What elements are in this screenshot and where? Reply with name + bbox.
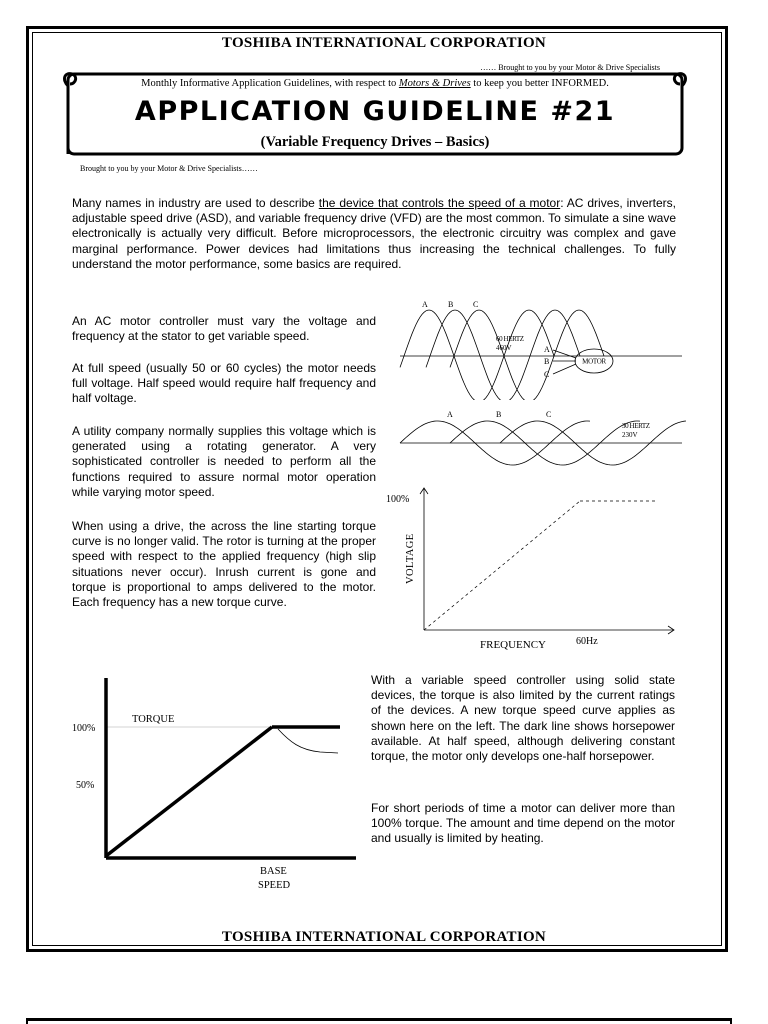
wave-60hz-phase-a [400,310,554,400]
lead-label-a: A [544,345,550,354]
wave-60hz-phase-b [426,310,580,400]
torque-100-percent-label: 100% [72,723,96,734]
wave-30hz-label-a: A [447,410,453,419]
next-page-frame-edge [26,1018,732,1024]
torque-droop-curve [278,729,338,753]
wave-60hz-phase-c [450,310,604,400]
lead-line-a [553,350,576,358]
torque-speed-chart [68,672,364,896]
vf-x-axis-label: FREQUENCY [480,639,547,651]
wave-60hz-frequency: 60 HERTZ [496,335,524,343]
left-paragraph-3: A utility company normally supplies this voltage which is generated using a rotating generator. A very sophisticated controller is needed to perform all the functions required to assure normal motor operation while varying motor speed. [72,424,376,499]
vf-y-axis-label: VOLTAGE [405,533,416,584]
base-label: BASE [260,866,287,877]
guideline-title: APPLICATION GUIDELINE #21 [134,96,616,127]
left-paragraph-4: When using a drive, the across the line starting torque curve is no longer valid. The rotor is turning at the proper speed with respect to the applied frequency (high slip situations never occur). Inrush current is gone and torque is proportional to amps delivered to the motor. Each frequency has a new torque curve. [72,519,376,610]
voltage-frequency-chart [380,484,690,654]
wave-60hz-voltage: 460V [496,344,512,352]
right-paragraph-1: With a variable speed controller using solid state devices, the torque is also limited by the current ratings of the devices. A new torque speed curve applies as shown here on the left. The dark line shows horsepower available. At half speed, although delivering constant torque, the motor only develops one-half horsepower. [371,673,675,764]
vf-60hz-label: 60Hz [576,636,598,647]
intro-before: Many names in industry are used to describe [72,196,319,210]
monthly-guideline-line [62,78,688,89]
guideline-subtitle: (Variable Frequency Drives – Basics) [260,134,490,150]
left-paragraph-1: An AC motor controller must vary the voltage and frequency at the stator to get variable speed. [72,314,376,344]
left-paragraph-2: At full speed (usually 50 or 60 cycles) the motor needs full voltage. Half speed would require half frequency and half voltage. [72,361,376,406]
vf-100-percent-label: 100% [386,494,410,505]
wave-30hz-voltage: 230V [622,431,638,439]
wave-60hz-label-c: C [473,300,479,309]
horsepower-ramp [106,727,272,856]
wave-60hz-label-b: B [448,300,454,309]
brought-to-you-bottom: Brought to you by your Motor & Drive Specialists…… [80,164,258,173]
wave-30hz-label-c: C [546,410,552,419]
title-scroll-banner [62,72,688,156]
motor-label: MOTOR [582,357,606,366]
lead-line-c [553,364,576,374]
lead-label-b: B [544,357,550,366]
motors-drives-link: Motors & Drives [398,78,471,89]
wave-60hz-figure [396,296,696,400]
wave-60hz-label-a: A [422,300,428,309]
intro-after: : AC drives, inverters, adjustable speed drive (ASD), and variable frequency drive (VFD) are the most common. To simulate a sine wave electronically is actually very difficult. Before microprocessors, the electronic circuitry was complex and gave marginal performance. Power devices had limitations thus increasing the technical challenges. To fully understand the motor performance, some basics are required. [72,196,676,271]
wave-30hz-label-b: B [496,410,502,419]
intro-paragraph [72,196,676,272]
monthly-prefix: Monthly Informative Application Guidelines, with respect to [141,78,397,89]
wave-30hz-figure [396,406,696,472]
right-paragraph-2: For short periods of time a motor can deliver more than 100% torque. The amount and time depend on the motor and usually is limited by heating. [371,801,675,846]
vf-ramp-line [424,501,580,630]
corporation-header: TOSHIBA INTERNATIONAL CORPORATION [221,35,547,51]
torque-chart-title: TORQUE [132,714,175,725]
lead-label-c: C [544,370,550,379]
brought-to-you-top: …… Brought to you by your Motor & Drive Specialists [480,63,660,72]
speed-label: SPEED [258,880,291,891]
torque-50-percent-label: 50% [76,780,95,791]
corporation-footer: TOSHIBA INTERNATIONAL CORPORATION [221,929,547,945]
monthly-suffix: to keep you better INFORMED. [473,78,609,89]
wave-30hz-frequency: 30 HERTZ [622,422,650,430]
intro-underlined: the device that controls the speed of a motor [318,196,561,210]
